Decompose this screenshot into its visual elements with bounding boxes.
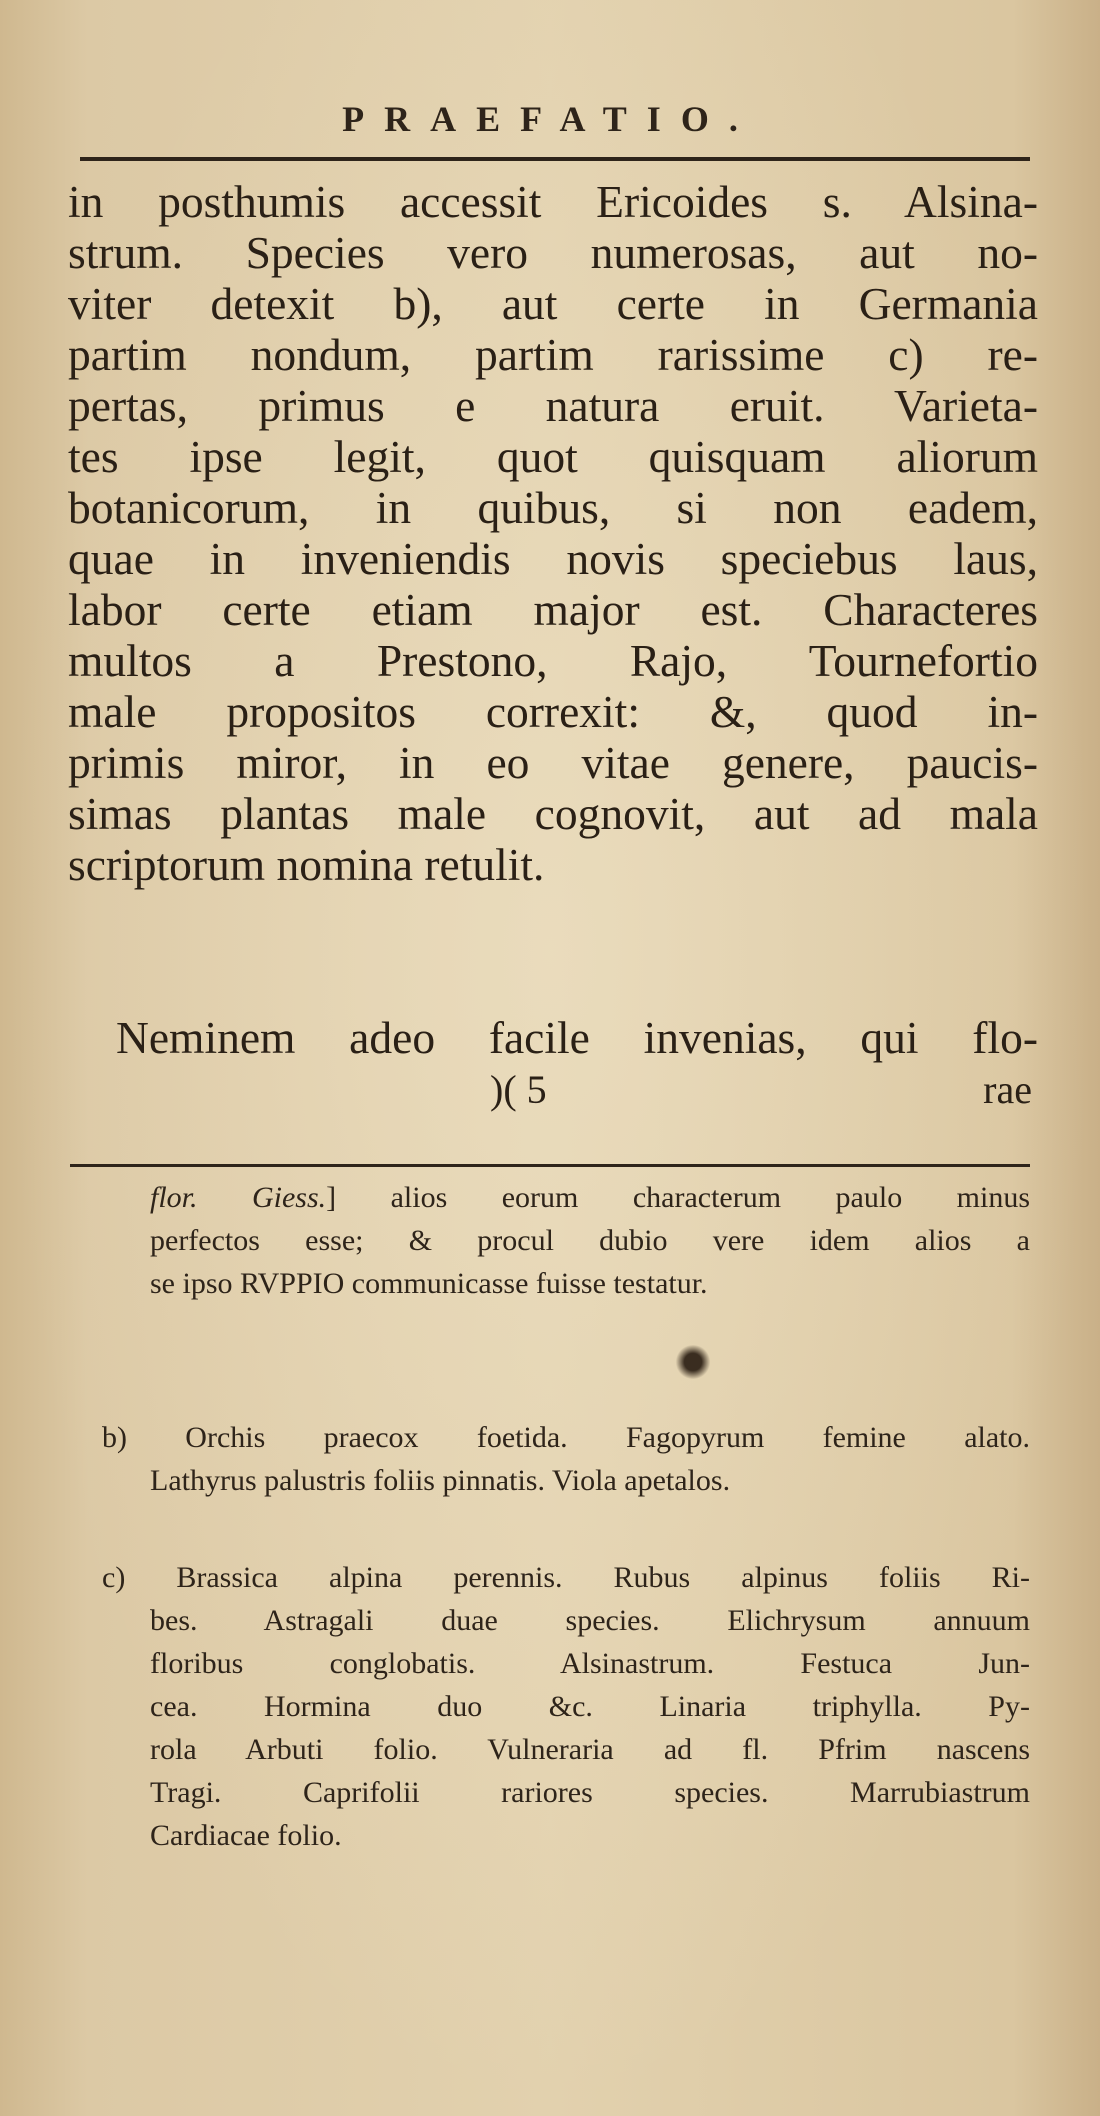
footnote-line: floribus conglobatis. Alsinastrum. Festuca Jun-: [150, 1647, 1030, 1680]
footnote-line: Cardiacae folio.: [150, 1819, 342, 1852]
main-text: [68, 176, 1038, 890]
text-line: quae in inveniendis novis speciebus laus,: [68, 533, 1038, 584]
text-line: primis miror, in eo vitae genere, paucis-: [68, 737, 1038, 788]
footnote-a: [150, 1176, 1030, 1305]
running-head: PRAEFATIO.: [342, 99, 758, 139]
text-line: simas plantas male cognovit, aut ad mala: [68, 788, 1038, 839]
footnote-b: [102, 1416, 1030, 1502]
text-line: multos a Prestono, Rajo, Tournefortio: [68, 635, 1038, 686]
ink-blot: [675, 1345, 711, 1379]
footnote-line: rola Arbuti folio. Vulneraria ad fl. Pfrim nascens: [150, 1733, 1030, 1766]
footnote-line: perfectos esse; & procul dubio vere idem alios a: [150, 1224, 1030, 1257]
footnote-line: [150, 1176, 1030, 1219]
text-line: scriptorum nomina retulit.: [68, 839, 545, 890]
signature-line: [0, 1066, 1100, 1116]
text-line: botanicorum, in quibus, si non eadem,: [68, 482, 1038, 533]
footnote-citation: flor. Giess.: [150, 1181, 327, 1214]
text-line: in posthumis accessit Ericoides s. Alsina-: [68, 176, 1038, 227]
header-rule: [80, 157, 1030, 161]
footnote-line: c) Brassica alpina perennis. Rubus alpinus foliis Ri-: [102, 1561, 1030, 1594]
text-line: pertas, primus e natura eruit. Varieta-: [68, 380, 1038, 431]
text-line: strum. Species vero numerosas, aut no-: [68, 227, 1038, 278]
text-line: labor certe etiam major est. Characteres: [68, 584, 1038, 635]
text-line: tes ipse legit, quot quisquam aliorum: [68, 431, 1038, 482]
footnote-line: bes. Astragali duae species. Elichrysum annuum: [150, 1604, 1030, 1637]
catchword: rae: [983, 1067, 1032, 1112]
footnote-rule: [70, 1164, 1030, 1167]
footnote-line: cea. Hormina duo &c. Linaria triphylla. Py-: [150, 1690, 1030, 1723]
text-line: male propositos correxit: &, quod in-: [68, 686, 1038, 737]
footnote-line: se ipso RVPPIO communicasse fuisse testatur.: [150, 1267, 708, 1300]
footnote-line: Tragi. Caprifolii rariores species. Marrubiastrum: [150, 1776, 1030, 1809]
paragraph-two: Neminem adeo facile invenias, qui flo-: [116, 1012, 1038, 1063]
footnote-line: Lathyrus palustris foliis pinnatis. Viola apetalos.: [150, 1464, 731, 1497]
signature-mark: )( 5: [490, 1067, 547, 1112]
footnote-line: b) Orchis praecox foetida. Fagopyrum femine alato.: [102, 1421, 1030, 1454]
text-line: viter detexit b), aut certe in Germania: [68, 278, 1038, 329]
footnote-c: [102, 1556, 1030, 1857]
text-line: partim nondum, partim rarissime c) re-: [68, 329, 1038, 380]
footnote-text: ] alios eorum characterum paulo minus: [326, 1181, 1031, 1214]
